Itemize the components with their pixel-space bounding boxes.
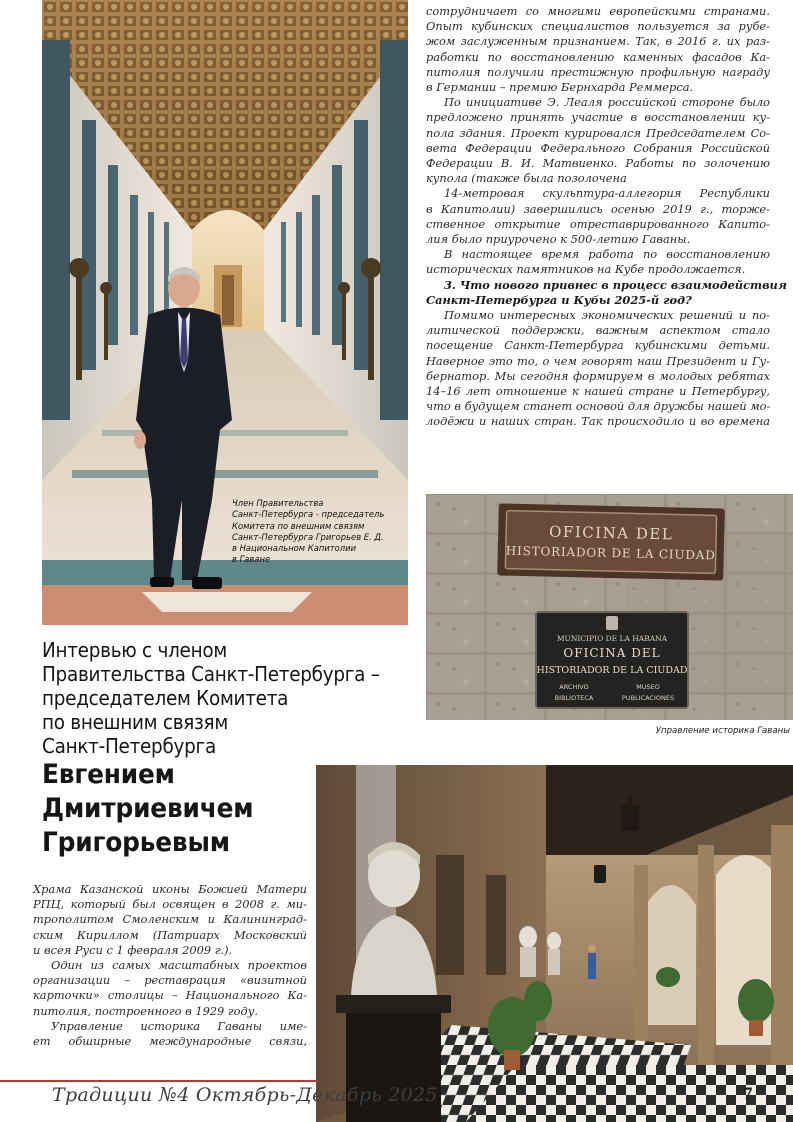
text-line: Наверное это то, о чем говорят наш Президент и Гу- [426, 353, 770, 368]
capitol-photo-caption [232, 498, 408, 566]
headline-line: по внешним связям [42, 710, 228, 734]
article-left-column [33, 882, 307, 1049]
plaque2-line1: OFICINA DEL [563, 646, 661, 660]
text-line: в Капитолии) завершились осенью 2019 г., торже- [426, 201, 770, 216]
text-line: лия было приурочено к 500-летию Гаваны. [426, 232, 691, 247]
question-heading: Санкт-Петербурга и Кубы 2025-й год? [426, 292, 692, 307]
plaques-photo-caption: Управление историка Гаваны [655, 726, 790, 736]
plaque2-museo: MUSEO [636, 683, 660, 691]
text-line: По инициативе Э. Леаля российской стороне было [444, 95, 770, 110]
plaque2-archivo: ARCHIVO [559, 683, 589, 691]
text-line: что в будущем станет основой для дружбы нашей мо- [426, 399, 771, 414]
footer-rule [0, 1080, 318, 1082]
historian-office-plaques-photo [426, 494, 793, 720]
text-line: вета Федерации Федерального Собрания Российской [426, 140, 770, 155]
plaque2-publicaciones: PUBLICACIONES [621, 694, 675, 702]
caption-line: в Национальном Капитолии [232, 543, 357, 554]
page-number: 7 [742, 1084, 754, 1103]
article-right-column [426, 4, 787, 430]
text-line: питолия получили престижную профильную награду [426, 64, 770, 79]
text-line: сотрудничает со многими европейскими странами. [426, 4, 770, 18]
question-heading: 3. Что нового привнес в процесс взаимодействия [444, 277, 787, 292]
text-line: 14-метровая скульптура-аллегория Республики [444, 186, 770, 201]
plaque1-line1: OFICINA DEL [548, 522, 674, 544]
courtyard-gallery-photo [316, 765, 793, 1122]
plaque2-line2: HISTORIADOR DE LA CIUDAD [536, 665, 688, 676]
text-line: Опыт кубинских специалистов пользуется за рубе- [426, 19, 770, 34]
text-line: организации – реставрация «визитной [33, 973, 307, 988]
text-line: трополитом Смоленским и Калининград- [33, 912, 307, 927]
text-line: бернатор. Мы сегодня формируем в молодых ребятах [426, 368, 770, 383]
text-line: в Германии – премию Бернхарда Реммерса. [426, 80, 694, 95]
text-line: Помимо интересных экономических решений и по- [444, 308, 770, 323]
text-line: Один из самых масштабных проектов [51, 958, 307, 973]
text-line: жом заслуженным признанием. Так, в 2016 г. их раз- [426, 34, 770, 49]
plaque1-line2: HISTORIADOR DE LA CIUDAD [505, 543, 716, 563]
text-line: посещение Санкт-Петербурга кубинскими детьми. [426, 338, 770, 353]
text-line: В настоящее время работа по восстановлению [444, 247, 770, 262]
headline-line: председателем Комитета [42, 686, 289, 710]
text-line: Управление историка Гаваны име- [51, 1018, 307, 1033]
plaque2-biblioteca: BIBLIOTECA [554, 694, 594, 702]
text-line: Храма Казанской иконы Божией Матери [33, 882, 307, 896]
text-line: ским Кириллом (Патриарх Московский [33, 927, 307, 942]
caption-line: Санкт-Петербурга - председатель [232, 509, 385, 520]
text-line: пола здания. Проект курировался Председателем Со- [426, 125, 770, 140]
text-line: РПЦ, который был освящен в 2008 г. ми- [33, 897, 307, 912]
text-line: литической поддержки, важным аспектом стало [426, 323, 770, 338]
caption-line: Комитета по внешним связям [232, 520, 365, 531]
headline-name-line: Евгением [42, 759, 175, 790]
caption-line: Санкт-Петербурга Григорьев Е. Д. [232, 531, 384, 542]
plaque2-top: MUNICIPIO DE LA HABANA [556, 634, 668, 643]
headline-name-line: Дмитриевичем [42, 793, 254, 824]
magazine-footer-title: Традиции №4 Октябрь-Декабрь 2025 [52, 1084, 438, 1106]
text-line: и всея Руси с 1 февраля 2009 г.). [33, 942, 233, 957]
headline-line: Санкт-Петербурга [42, 734, 216, 758]
text-line: предложено принять участие в восстановлении ку- [426, 110, 770, 125]
text-line: питолия, построенного в 1929 году. [33, 1003, 258, 1018]
caption-line: в Гаване [232, 554, 271, 565]
text-line: Федерации В. И. Матвиенко. Работы по золочению [426, 156, 770, 171]
text-line: ет обширные международные связи, [33, 1034, 307, 1049]
headline-line: Правительства Санкт-Петербурга – [42, 662, 380, 686]
text-line: ственное открытие отреставрированного Капито- [426, 216, 770, 231]
text-line: работки по восстановлению каменных фасадов Ка- [426, 49, 770, 64]
text-line: лодёжи и наших стран. Так происходило и во времена [426, 414, 770, 429]
caption-line: Член Правительства [232, 498, 324, 508]
text-line: исторических памятников на Кубе продолжается. [426, 262, 746, 277]
capitol-hall-photo [42, 0, 408, 625]
text-line: карточки» столицы – Национального Ка- [33, 988, 307, 1003]
text-line: 14–16 лет отношение к нашей стране и Петербургу, [426, 384, 770, 399]
text-line: купола (также была позолочена [426, 171, 627, 186]
headline-line: Интервью с членом [42, 638, 227, 662]
headline-name-line: Григорьевым [42, 827, 230, 858]
